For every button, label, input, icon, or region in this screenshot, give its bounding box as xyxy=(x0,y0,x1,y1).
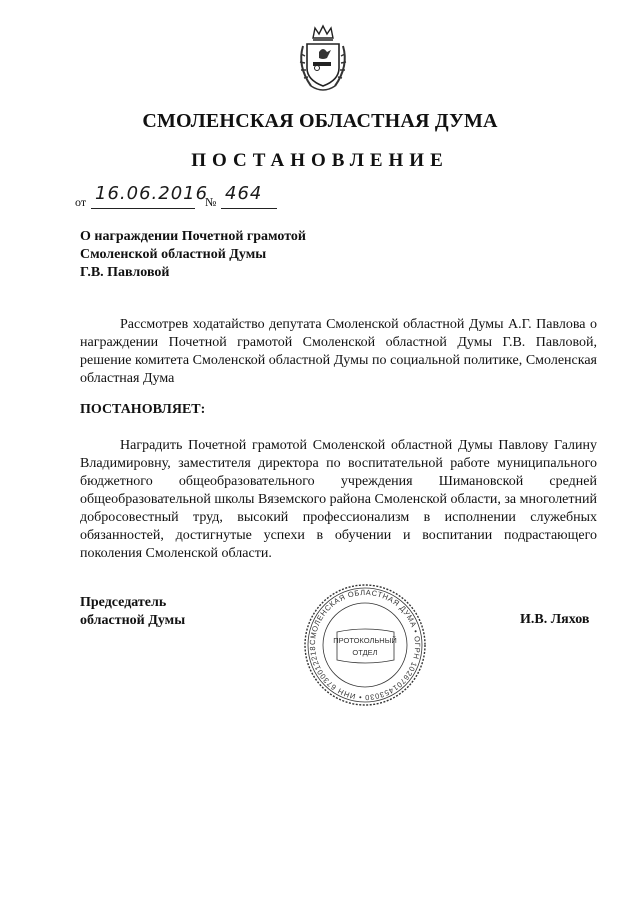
stamp-center-line: ОТДЕЛ xyxy=(352,648,378,657)
coat-of-arms-emblem xyxy=(293,24,353,94)
decision-paragraph: Наградить Почетной грамотой Смоленской областной Думы Павлову Галину Владимировну, заместителя директора по воспитательной работе муниципального бюджетного общеобразовательного учреждения Шимановской средней общеобразовательной школы Вяземского района Смоленской области, за многолетний добросовестный труд, высокий профессионализм в исполнении служебных обязанностей, достигнутые успехи в обучении и воспитании подрастающего поколения Смоленской области. xyxy=(80,438,597,561)
resolves-heading: ПОСТАНОВЛЯЕТ: xyxy=(80,402,206,417)
subject-line: Г.В. Павловой xyxy=(80,265,170,280)
signer-name: И.В. Ляхов xyxy=(520,612,590,627)
stamp-ring-text: СМОЛЕНСКАЯ ОБЛАСТНАЯ ДУМА • ОГРН 1026701453030 • ИНН 6730012218 xyxy=(307,587,423,703)
handwritten-date: 16.06.2016 xyxy=(95,183,209,204)
subject-block xyxy=(80,228,306,282)
stamp-center-line: ПРОТОКОЛЬНЫЙ xyxy=(333,636,397,645)
official-stamp xyxy=(302,582,428,708)
from-label: от xyxy=(75,195,87,209)
date-underline xyxy=(91,208,195,209)
signer-position-line: областной Думы xyxy=(80,613,186,628)
number-underline xyxy=(221,208,277,209)
handwritten-number: 464 xyxy=(225,183,263,204)
signer-position-line: Председатель xyxy=(80,595,167,610)
date-number-line xyxy=(75,183,375,211)
document-type-heading: ПОСТАНОВЛЕНИЕ xyxy=(191,150,449,171)
organization-title: СМОЛЕНСКАЯ ОБЛАСТНАЯ ДУМА xyxy=(142,110,498,132)
subject-line: Смоленской областной Думы xyxy=(80,247,267,262)
subject-line: О награждении Почетной грамотой xyxy=(80,229,306,244)
intro-paragraph: Рассмотрев ходатайство депутата Смоленской областной Думы А.Г. Павлова о награждении Почетной грамотой Смоленской областной Думы Г.В. Павловой, решение комитета Смоленской областной Думы по социальной политике, Смоленская областная Дума xyxy=(80,317,597,386)
number-label: № xyxy=(205,195,217,209)
signer-position xyxy=(80,594,185,630)
